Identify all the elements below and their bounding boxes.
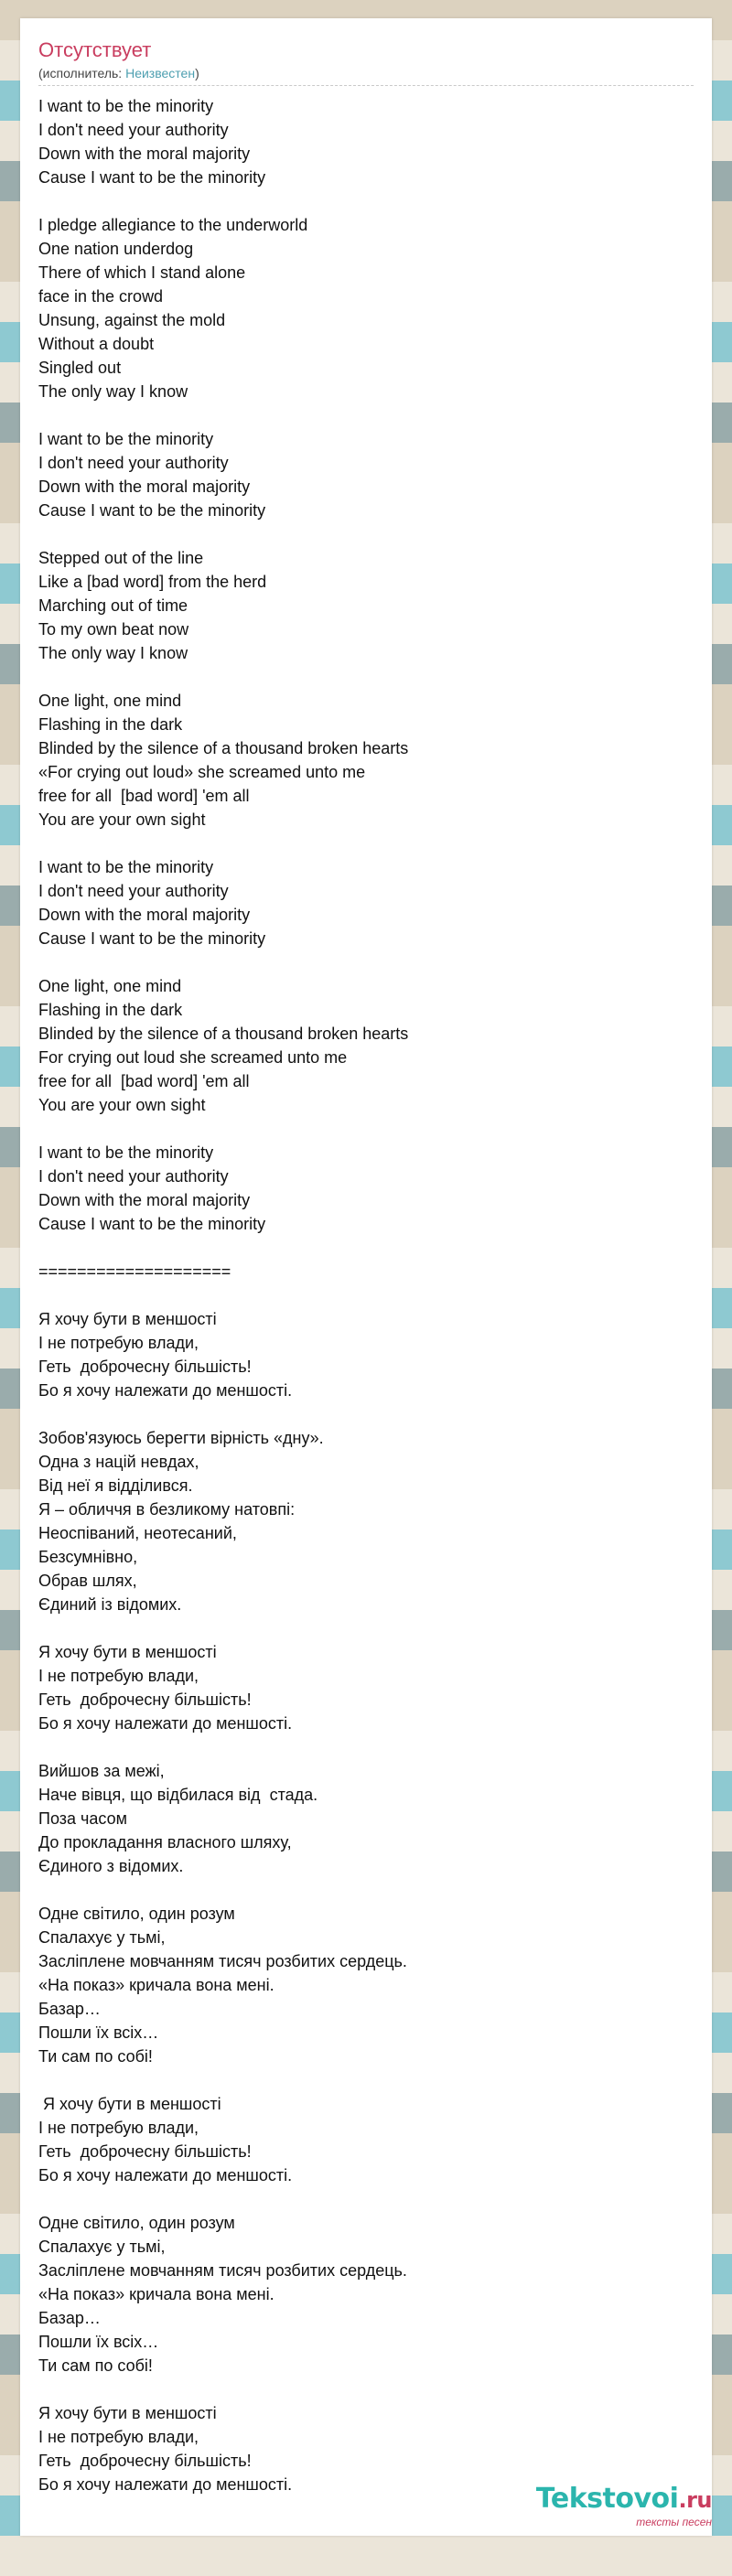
background-stripe — [0, 2536, 732, 2576]
lyric-line: Безсумнівно, — [38, 1548, 138, 1566]
lyric-line: Єдиний із відомих. — [38, 1595, 182, 1614]
lyric-line: Cause I want to be the minority — [38, 929, 266, 948]
lyric-line: Blinded by the silence of a thousand broken hearts — [38, 1025, 409, 1043]
lyric-line: I pledge allegiance to the underworld — [38, 216, 308, 234]
lyric-line — [38, 950, 694, 974]
lyric-line — [38, 403, 694, 427]
lyric-line: One light, one mind — [38, 977, 182, 995]
lyric-line: Down with the moral majority — [38, 1191, 251, 1209]
logo-wordmark — [536, 2483, 712, 2517]
lyric-line: Одна з націй невдах, — [38, 1453, 199, 1471]
lyric-line: Stepped out of the line — [38, 549, 204, 567]
page-title: Отсутствует — [38, 38, 152, 61]
lyric-line: Єдиного з відомих. — [38, 1857, 184, 1875]
lyric-line: Я хочу бути в меншості — [38, 2404, 217, 2422]
lyric-line: The only way I know — [38, 382, 188, 401]
header-divider — [38, 85, 694, 86]
lyric-line: I want to be the minority — [38, 858, 214, 876]
lyric-line: Геть доброчесну більшість! — [38, 1358, 252, 1376]
lyric-line: Спалахує у тьмі, — [38, 1928, 166, 1947]
lyric-line — [38, 665, 694, 689]
lyric-line: І не потребую влади, — [38, 2428, 199, 2446]
lyric-line: For crying out loud she screamed unto me — [38, 1048, 348, 1067]
lyric-line: Одне світило, один розум — [38, 2214, 235, 2232]
lyric-line: Flashing in the dark — [38, 1001, 183, 1019]
lyric-line: To my own beat now — [38, 620, 189, 639]
lyric-line — [38, 2377, 694, 2401]
lyric-line: «For crying out loud» she screamed unto me — [38, 763, 366, 781]
lyric-line: Down with the moral majority — [38, 906, 251, 924]
lyric-line — [38, 1236, 694, 1260]
lyric-line: Without a doubt — [38, 335, 155, 353]
lyric-line: Зобов'язуюсь берегти вірність «дну». — [38, 1429, 324, 1447]
lyric-line: Cause I want to be the minority — [38, 168, 266, 187]
lyric-line: One light, one mind — [38, 692, 182, 710]
lyric-line: І не потребую влади, — [38, 1667, 199, 1685]
lyric-line: free for all [bad word] 'em all — [38, 787, 250, 805]
lyric-line: Бо я хочу належати до меншості. — [38, 2475, 293, 2494]
artist-line — [38, 65, 199, 81]
lyric-line: Від неї я відділився. — [38, 1476, 193, 1495]
logo-text: Tekstovoi — [535, 2483, 679, 2515]
lyric-line: Геть доброчесну більшість! — [38, 2142, 252, 2161]
lyric-line: Ти сам по собі! — [38, 2356, 153, 2375]
lyric-line: I don't need your authority — [38, 454, 229, 472]
lyric-line — [38, 522, 694, 546]
lyric-line: Засліплене мовчанням тисяч розбитих сердець. — [38, 1952, 407, 1970]
logo-domain: .ru — [678, 2487, 712, 2513]
lyric-line: Down with the moral majority — [38, 145, 251, 163]
lyric-line: І не потребую влади, — [38, 2119, 199, 2137]
lyric-line — [38, 2068, 694, 2092]
lyric-line: I don't need your authority — [38, 1167, 229, 1186]
lyric-line: I want to be the minority — [38, 1143, 214, 1162]
lyric-line: I want to be the minority — [38, 97, 214, 115]
lyric-line: Пошли їх всіх… — [38, 2023, 159, 2042]
lyric-line: Unsung, against the mold — [38, 311, 226, 329]
lyric-line: Неоспіваний, неотесаний, — [38, 1524, 237, 1542]
lyric-line: Я – обличчя в безликому натовпі: — [38, 1500, 296, 1519]
lyric-line: Like a [bad word] from the herd — [38, 573, 267, 591]
lyric-line: Я хочу бути в меншості — [38, 1643, 217, 1661]
lyric-line: Cause I want to be the minority — [38, 1215, 266, 1233]
lyric-line: Наче вівця, що відбилася від стада. — [38, 1786, 318, 1804]
lyric-line: Singled out — [38, 359, 122, 377]
lyric-line — [38, 1283, 694, 1307]
lyric-line: Геть доброчесну більшість! — [38, 2452, 252, 2470]
artist-prefix: (исполнитель: — [38, 66, 126, 80]
lyric-line: Бо я хочу належати до меншості. — [38, 1381, 293, 1400]
lyric-line — [38, 189, 694, 213]
lyric-line: You are your own sight — [38, 1096, 206, 1114]
site-logo[interactable] — [520, 2483, 712, 2530]
lyric-line: Blinded by the silence of a thousand broken hearts — [38, 739, 409, 757]
lyric-line — [38, 1735, 694, 1759]
lyric-line: free for all [bad word] 'em all — [38, 1072, 250, 1090]
lyric-line: Геть доброчесну більшість! — [38, 1690, 252, 1709]
lyric-line: Базар… — [38, 2309, 101, 2327]
lyric-line: Обрав шлях, — [38, 1572, 137, 1590]
lyric-line: Засліплене мовчанням тисяч розбитих сердець. — [38, 2261, 407, 2280]
lyric-line: The only way I know — [38, 644, 188, 662]
lyric-line: Flashing in the dark — [38, 715, 183, 734]
lyric-line — [38, 832, 694, 855]
lyric-line: «На показ» кричала вона мені. — [38, 1976, 274, 1994]
lyric-line: Down with the moral majority — [38, 478, 251, 496]
lyric-line: «На показ» кричала вона мені. — [38, 2285, 274, 2303]
lyric-line — [38, 1402, 694, 1426]
lyric-line: Cause I want to be the minority — [38, 501, 266, 520]
lyrics-card — [20, 18, 712, 2536]
lyric-line: One nation underdog — [38, 240, 194, 258]
lyrics-text — [38, 94, 694, 2496]
lyric-line: І не потребую влади, — [38, 1334, 199, 1352]
lyric-line: ==================== — [38, 1262, 231, 1281]
lyric-line: Вийшов за межі, — [38, 1762, 165, 1780]
lyric-line: Пошли їх всіх… — [38, 2333, 159, 2351]
lyric-line: You are your own sight — [38, 810, 206, 829]
lyric-line: face in the crowd — [38, 287, 164, 306]
lyric-line: Спалахує у тьмі, — [38, 2238, 166, 2256]
artist-link[interactable]: Неизвестен — [125, 66, 196, 80]
lyric-line — [38, 1616, 694, 1640]
lyric-line: Marching out of time — [38, 596, 188, 615]
logo-tagline: тексты песен — [636, 2516, 712, 2528]
lyric-line: There of which I stand alone — [38, 263, 246, 282]
lyric-line — [38, 1117, 694, 1141]
lyric-line: До прокладання власного шляху, — [38, 1833, 292, 1852]
lyric-line: Базар… — [38, 2000, 101, 2018]
lyric-line — [38, 2187, 694, 2211]
lyric-line: I want to be the minority — [38, 430, 214, 448]
artist-suffix: ) — [195, 66, 199, 80]
lyric-line: I don't need your authority — [38, 882, 229, 900]
lyric-line — [38, 1878, 694, 1902]
lyric-line: Я хочу бути в меншості — [38, 2095, 221, 2113]
lyric-line: I don't need your authority — [38, 121, 229, 139]
lyric-line: Поза часом — [38, 1809, 127, 1828]
lyric-line: Бо я хочу належати до меншості. — [38, 2166, 293, 2184]
lyric-line: Бо я хочу належати до меншості. — [38, 1714, 293, 1733]
lyric-line: Я хочу бути в меншості — [38, 1310, 217, 1328]
lyric-line: Одне світило, один розум — [38, 1905, 235, 1923]
lyric-line: Ти сам по собі! — [38, 2047, 153, 2066]
